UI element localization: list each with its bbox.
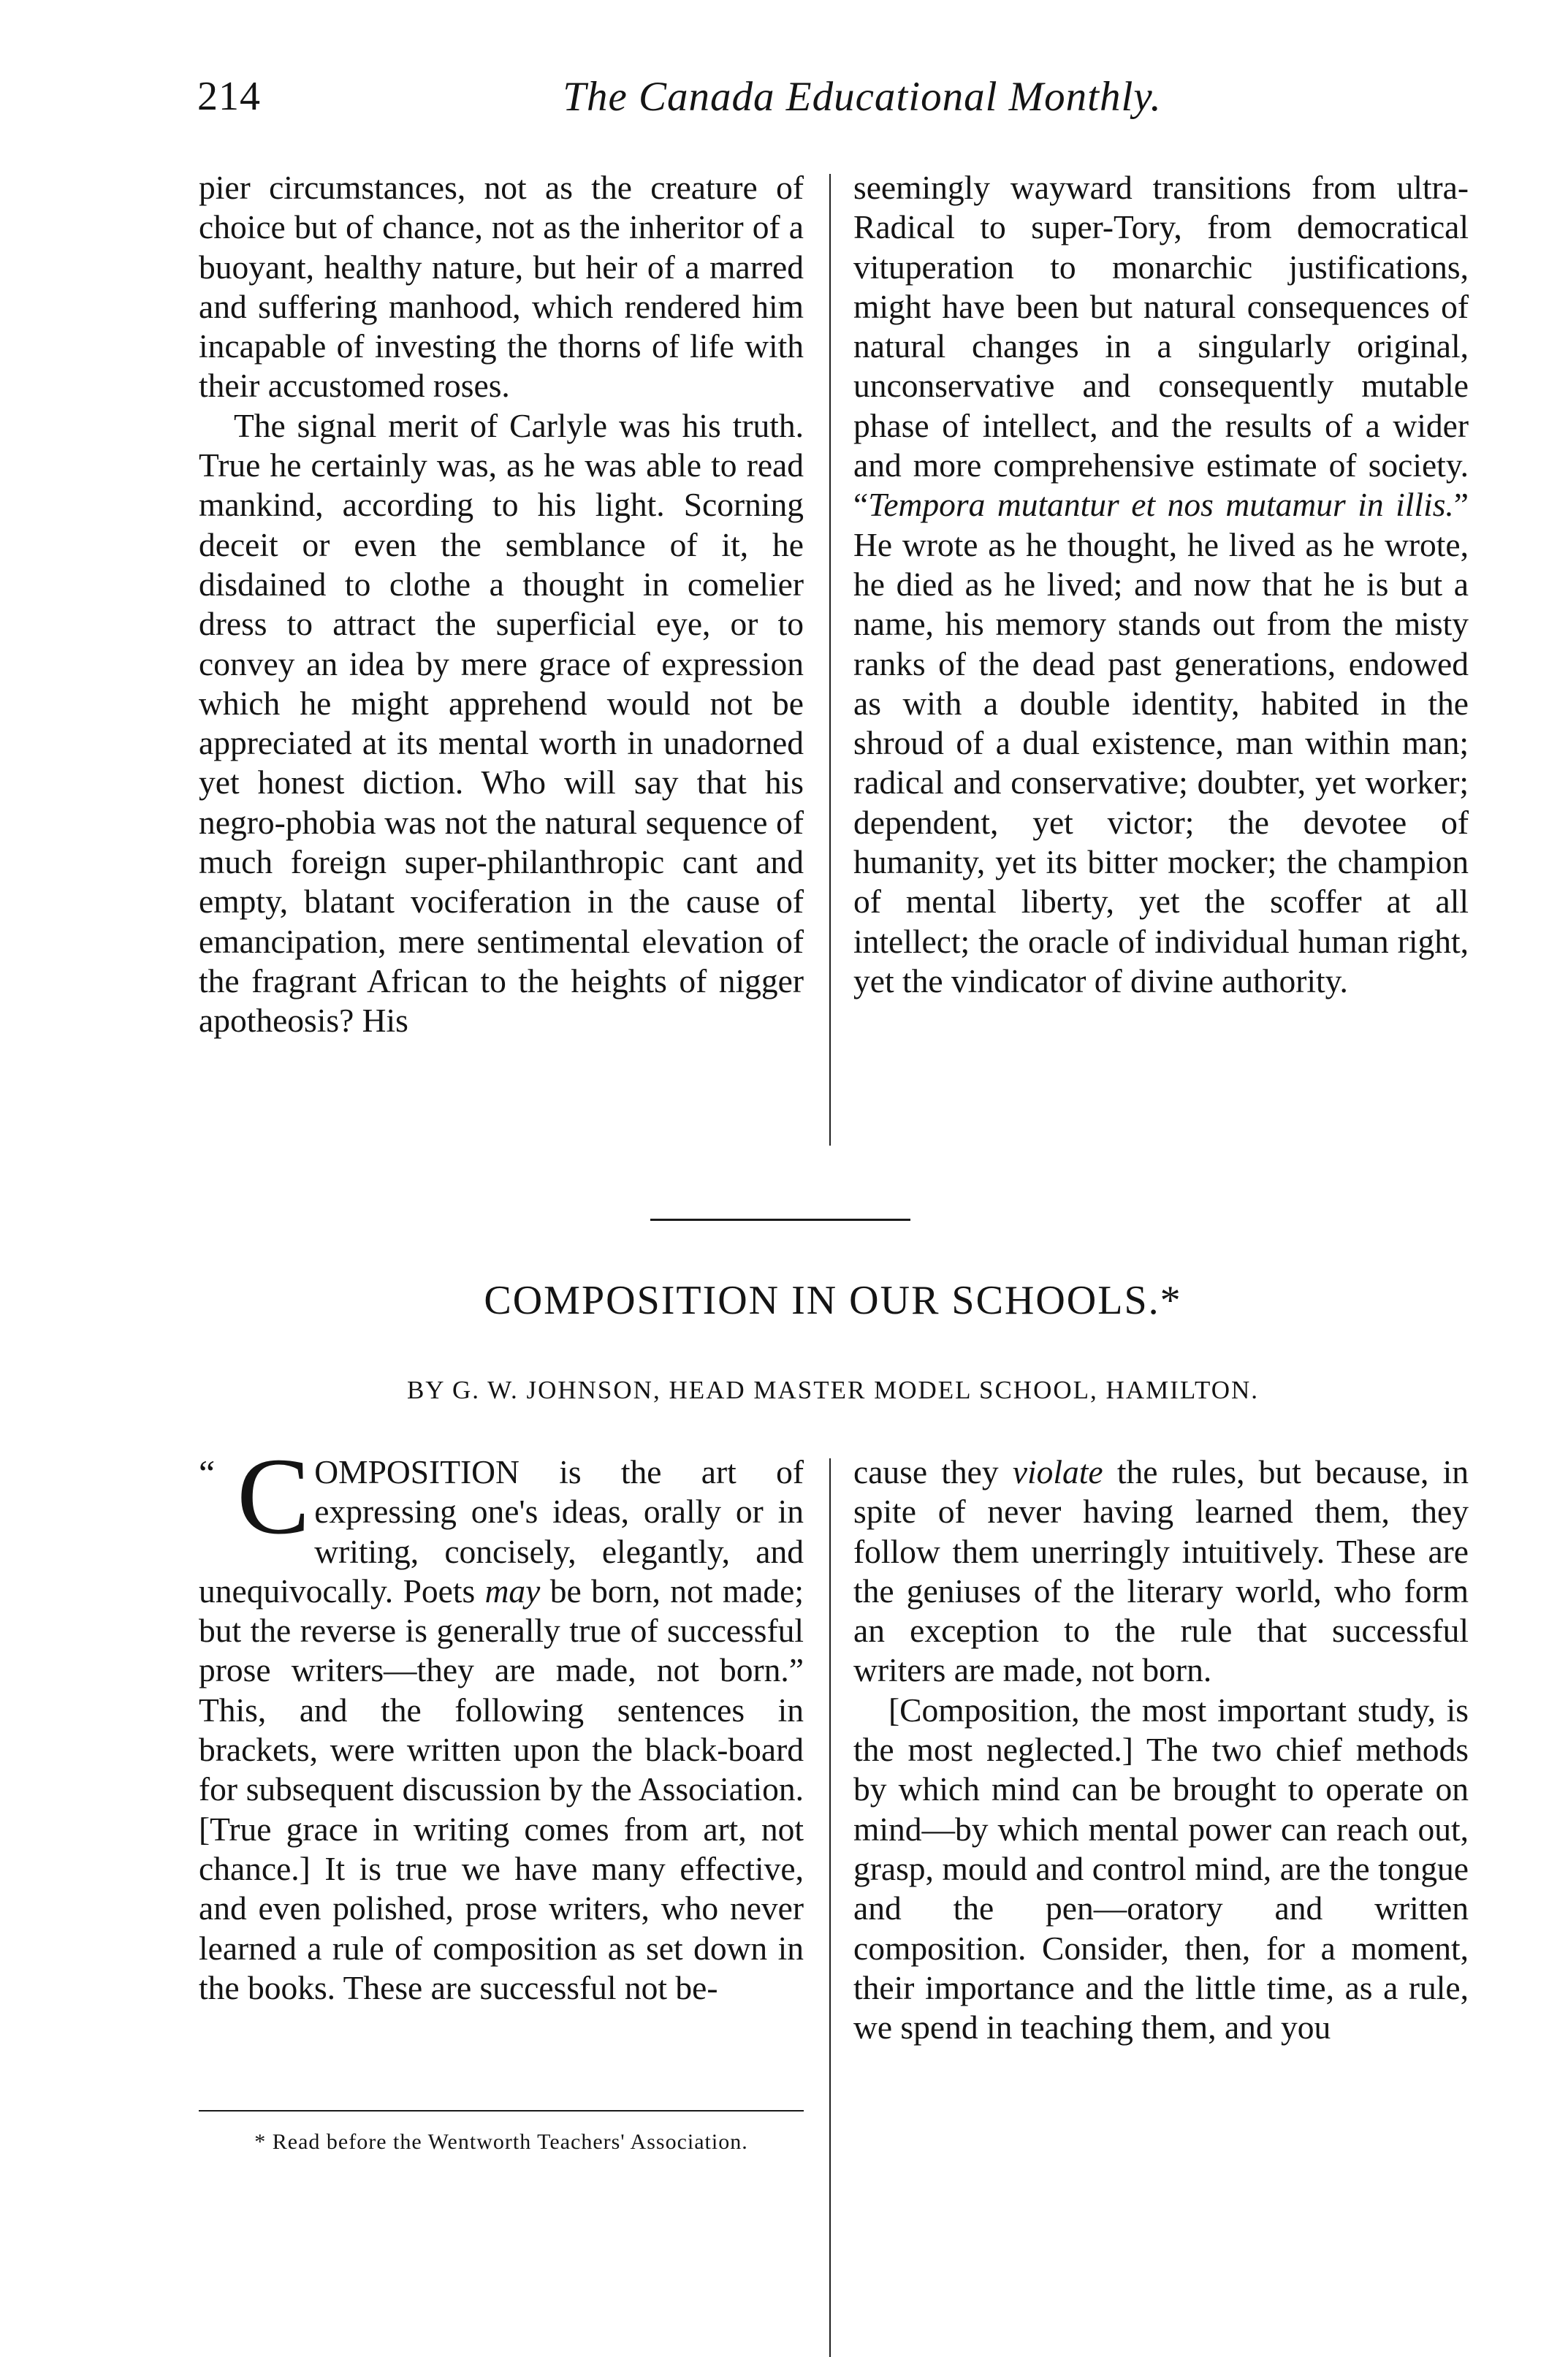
text-run: seemingly wayward transitions from ultra-Radical to super-Tory, from democratical vituperation to monarchic justifications, might have been but natural consequences of natural changes in a singularly original, unconservative and consequently mutable phase of intellect, and the results of a wider and more comprehensive estimate of society. “ <box>853 169 1469 524</box>
column-divider <box>829 1458 831 2357</box>
paragraph <box>199 1436 804 2008</box>
running-title: The Canada Educational Monthly. <box>563 74 1162 120</box>
page-header <box>197 73 1469 139</box>
drop-cap: C <box>237 1436 311 1557</box>
emphasis: may <box>484 1572 541 1610</box>
column-c <box>199 1436 804 2008</box>
opening-quote: “ <box>199 1452 216 1493</box>
footnote-rule <box>199 2110 804 2112</box>
paragraph: [Composition, the most important study, is the most neglected.] The two chief methods by which mind can be brought to operate on mind—by which mental power can reach out, grasp, mould and control mind, are the tongue and the pen—oratory and written composition. Consider, then, for a moment, their importance and the little time, as a rule, we spend in teaching them, and you <box>853 1691 1469 2046</box>
paragraph <box>853 1452 1469 1691</box>
text-run: be born, not made; but the reverse is generally true of successful prose writers—they are made, not born.” This, and the following sentences in brackets, were written upon the black-board for subsequent discussion by the Association. [True grace in writing comes from art, not chance.] It is true we have many effective, and even polished, prose writers, who never learned a rule of composition as set down in the books. These are successful not be- <box>199 1572 804 2006</box>
column-b <box>853 168 1469 1001</box>
latin-quote: Tempora mutantur et nos mutamur in illis. <box>868 486 1454 524</box>
page-number: 214 <box>197 74 261 119</box>
text-run: the rules, but because, in spite of never having learned them, they follow them unerringly intuitively. These are the geniuses of the literary world, who form an exception to the rule that successful writers are made, not born. <box>853 1453 1469 1689</box>
emphasis: violate <box>1012 1453 1103 1490</box>
footnote: * Read before the Wentworth Teachers' Association. <box>254 2130 748 2154</box>
text-run: ” He wrote as he thought, he lived as he wrote, he died as he lived; and now that he is but a name, his memory stands out from the misty ranks of the dead past generations, endowed as with a double identity, habited in the shroud of a dual existence, man within man; radical and conservative; doubter, yet worker; dependent, yet victor; the devotee of humanity, yet its bitter mocker; the champion of mental liberty, yet the scoffer at all intellect; the oracle of individual human right, yet the vindicator of divine authority. <box>853 486 1469 999</box>
text-run: cause they <box>853 1453 1013 1490</box>
column-d <box>853 1452 1469 2047</box>
text-run: OMPOSITION is the art of expressing one's ideas, orally or in writing, concisely, elegantly, and unequivocally. Poets <box>199 1453 804 1610</box>
paragraph <box>853 168 1469 1001</box>
section-separator <box>650 1219 910 1221</box>
column-divider <box>829 174 831 1146</box>
paragraph: pier circumstances, not as the creature of choice but of chance, not as the inheritor of a buoyant, healthy nature, but heir of a marred and suffering manhood, which rendered him incapable of investing the thorns of life with their accustomed roses. <box>199 169 804 405</box>
article-title: COMPOSITION IN OUR SCHOOLS.* <box>484 1278 1182 1323</box>
column-a <box>199 168 804 1041</box>
article-byline: BY G. W. JOHNSON, HEAD MASTER MODEL SCHOOL, HAMILTON. <box>406 1376 1260 1404</box>
paragraph: The signal merit of Carlyle was his truth. True he certainly was, as he was able to read mankind, according to his light. Scorning deceit or even the semblance of it, he disdained to clothe a thought in comelier dress to attract the superficial eye, or to convey an idea by mere grace of expression which he might apprehend would not be appreciated at its mental worth in unadorned yet honest diction. Who will say that his negro-phobia was not the natural sequence of much foreign super-philanthropic cant and empty, blatant vociferation in the cause of emancipation, mere sentimental elevation of the fragrant African to the heights of nigger apotheosis? His <box>199 406 804 1040</box>
